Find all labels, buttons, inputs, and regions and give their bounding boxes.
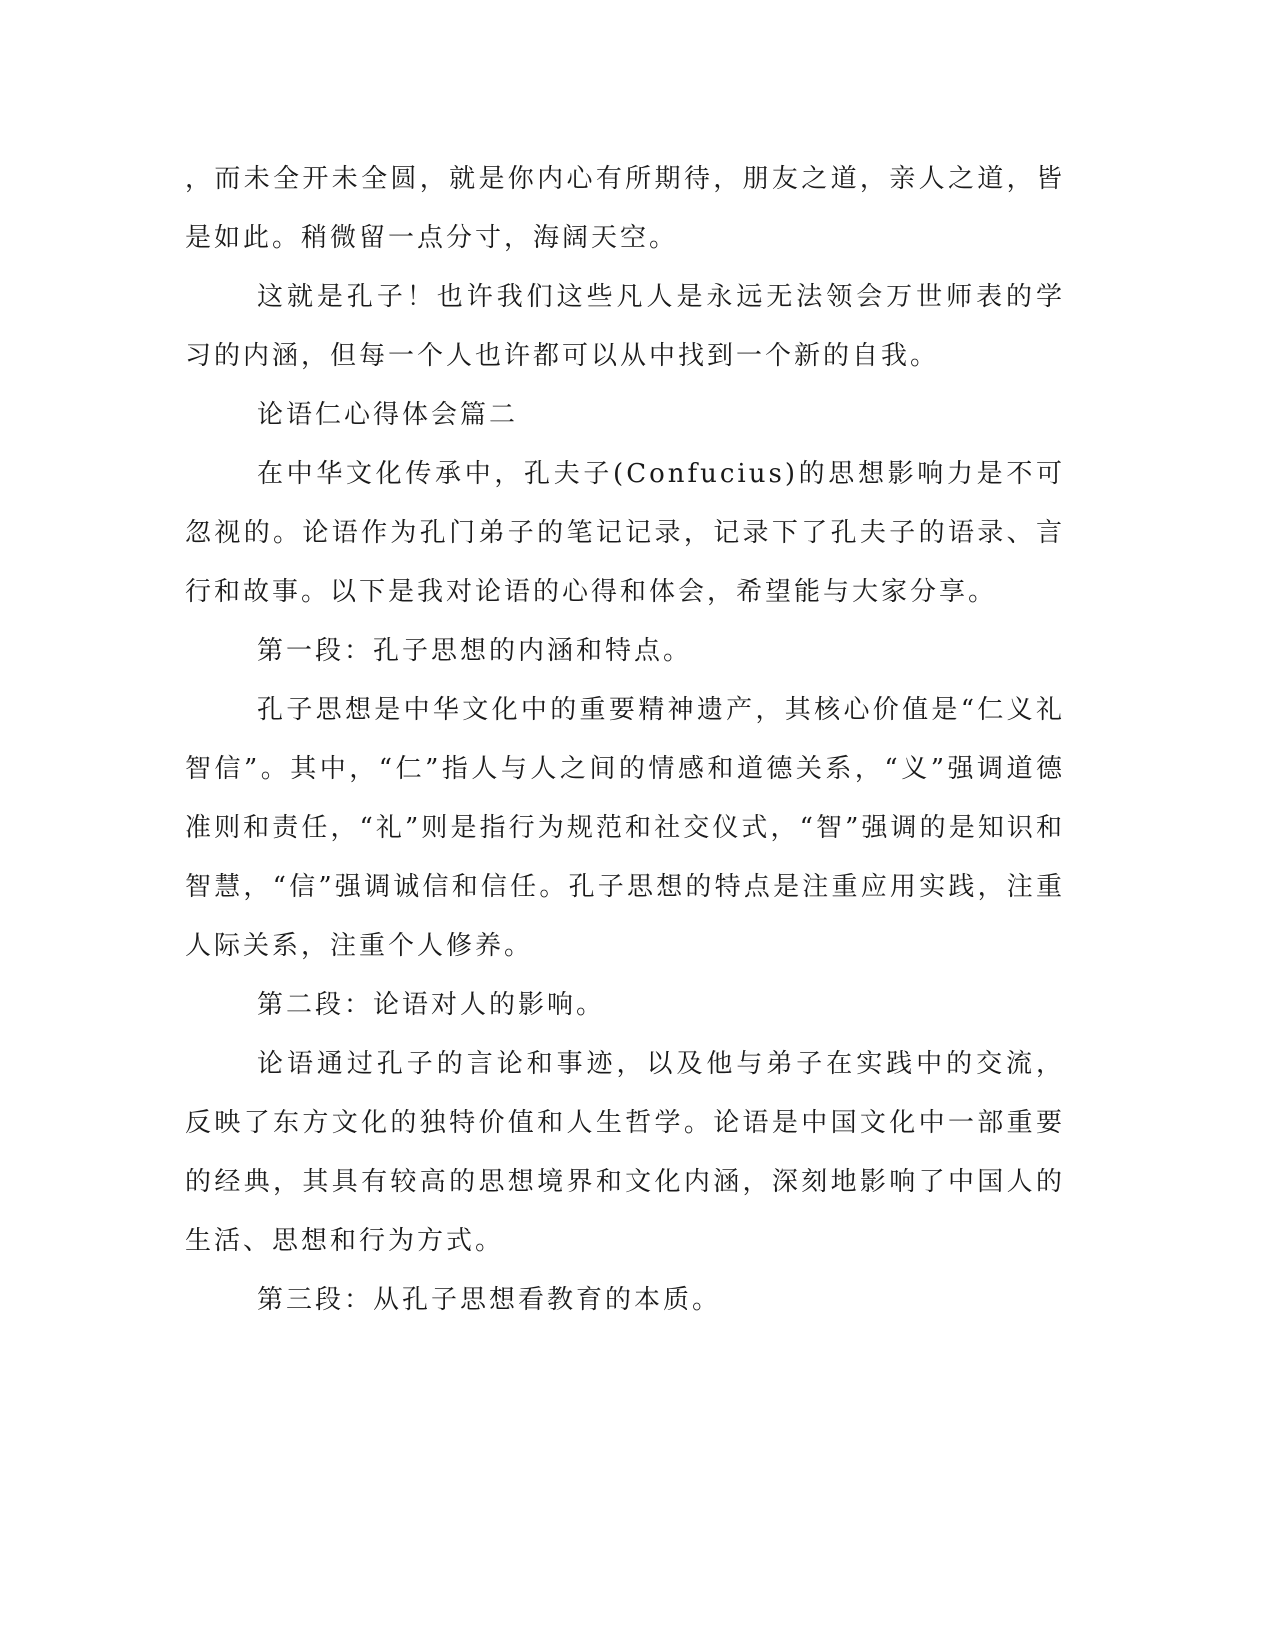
document-body	[185, 150, 1065, 1330]
paragraph-continuation: ，而未全开未全圆，就是你内心有所期待，朋友之道，亲人之道，皆是如此。稍微留一点分寸，海阔天空。	[185, 164, 1065, 253]
section-title: 论语仁心得体会篇二	[257, 400, 519, 430]
paragraph-influence: 论语通过孔子的言论和事迹，以及他与弟子在实践中的交流，反映了东方文化的独特价值和人生哲学。论语是中国文化中一部重要的经典，其具有较高的思想境界和文化内涵，深刻地影响了中国人的生活、思想和行为方式。	[185, 1049, 1065, 1256]
paragraph-introduction: 在中华文化传承中，孔夫子(Confucius)的思想影响力是不可忽视的。论语作为孔门弟子的笔记记录，记录下了孔夫子的语录、言行和故事。以下是我对论语的心得和体会，希望能与大家分享。	[185, 459, 1065, 607]
heading-part-one: 第一段：孔子思想的内涵和特点。	[257, 636, 693, 666]
heading-part-three: 第三段：从孔子思想看教育的本质。	[257, 1285, 722, 1315]
heading-part-two: 第二段：论语对人的影响。	[257, 990, 606, 1020]
paragraph-core-values: 孔子思想是中华文化中的重要精神遗产，其核心价值是“仁义礼智信”。其中，“仁”指人与人之间的情感和道德关系，“义”强调道德准则和责任，“礼”则是指行为规范和社交仪式，“智”强调的是知识和智慧，“信”强调诚信和信任。孔子思想的特点是注重应用实践，注重人际关系，注重个人修养。	[185, 695, 1065, 961]
paragraph-confucius-conclusion: 这就是孔子！也许我们这些凡人是永远无法领会万世师表的学习的内涵，但每一个人也许都可以从中找到一个新的自我。	[185, 282, 1065, 371]
